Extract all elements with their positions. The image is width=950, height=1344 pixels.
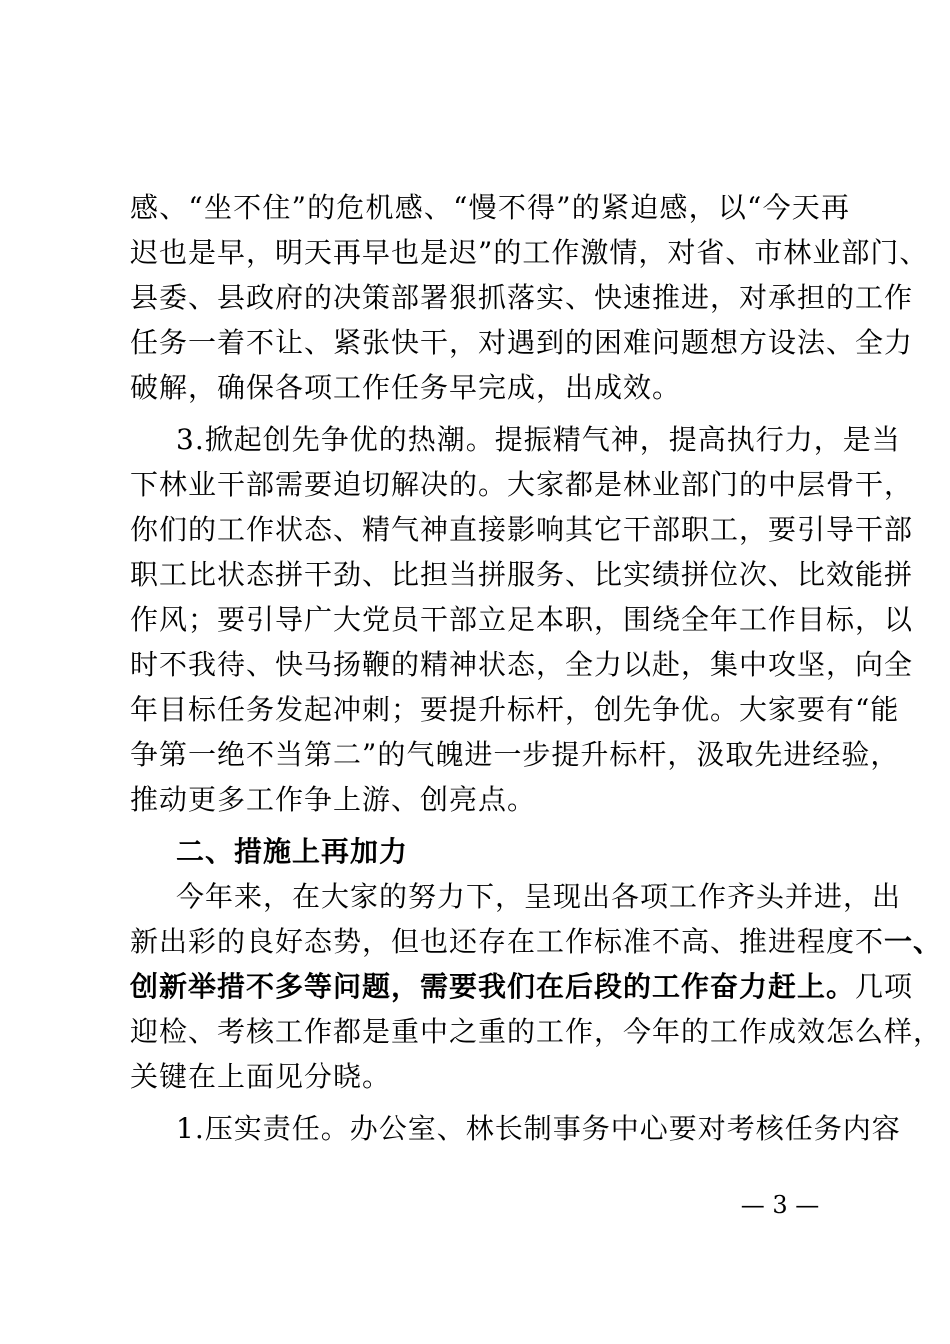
section-heading: 二、措施上再加力 [176,835,409,868]
paragraph-line: 争第一绝不当第二”的气魄进一步提升标杆，汲取先进经验， [130,738,900,771]
page-number: — 3 — [740,1191,820,1219]
paragraph-line: 年目标任务发起冲刺；要提升标杆，创先争优。大家要有“能 [130,693,900,726]
paragraph-line: 3.掀起创先争优的热潮。提振精气神，提高执行力，是当 [176,423,901,456]
paragraph-line: 破解，确保各项工作任务早完成，出成效。 [130,371,682,404]
line-text-bold: 创新举措不多等问题，需要我们在后段的工作奋力赶上。 [130,970,856,1003]
paragraph-line: 县委、县政府的决策部署狠抓落实、快速推进，对承担的工作 [130,281,914,314]
line-text: 新出彩的良好态势，但也还存在工作标准不高、推进程度不 [130,925,885,958]
paragraph-line: 任务一着不让、紧张快干，对遇到的困难问题想方设法、全力 [130,326,914,359]
paragraph-line: 关键在上面见分晓。 [130,1060,392,1093]
paragraph-line: 时不我待、快马扬鞭的精神状态，全力以赴，集中攻坚，向全 [130,648,914,681]
paragraph-line: 今年来，在大家的努力下，呈现出各项工作齐头并进，出 [176,880,902,913]
paragraph-line: 迎检、考核工作都是重中之重的工作，今年的工作成效怎么样， [130,1015,943,1048]
paragraph-line: 作风；要引导广大党员干部立足本职，围绕全年工作目标，以 [130,603,914,636]
paragraph-line [130,965,914,1009]
paragraph-line: 1.压实责任。办公室、林长制事务中心要对考核任务内容 [176,1112,901,1145]
paragraph-line: 你们的工作状态、精气神直接影响其它干部职工，要引导干部 [130,513,914,546]
paragraph-line: 下林业干部需要迫切解决的。大家都是林业部门的中层骨干， [130,468,914,501]
paragraph-line: 职工比状态拼干劲、比担当拼服务、比实绩拼位次、比效能拼 [130,558,914,591]
paragraph-line: 迟也是早，明天再早也是迟”的工作激情，对省、市林业部门、 [130,236,929,269]
paragraph-line [130,920,943,964]
line-text-bold: 一、 [884,925,943,958]
line-text: 几项 [855,970,914,1003]
paragraph-line: 推动更多工作争上游、创亮点。 [130,783,537,816]
paragraph-line: 感、“坐不住”的危机感、“慢不得”的紧迫感，以“今天再 [130,191,850,224]
